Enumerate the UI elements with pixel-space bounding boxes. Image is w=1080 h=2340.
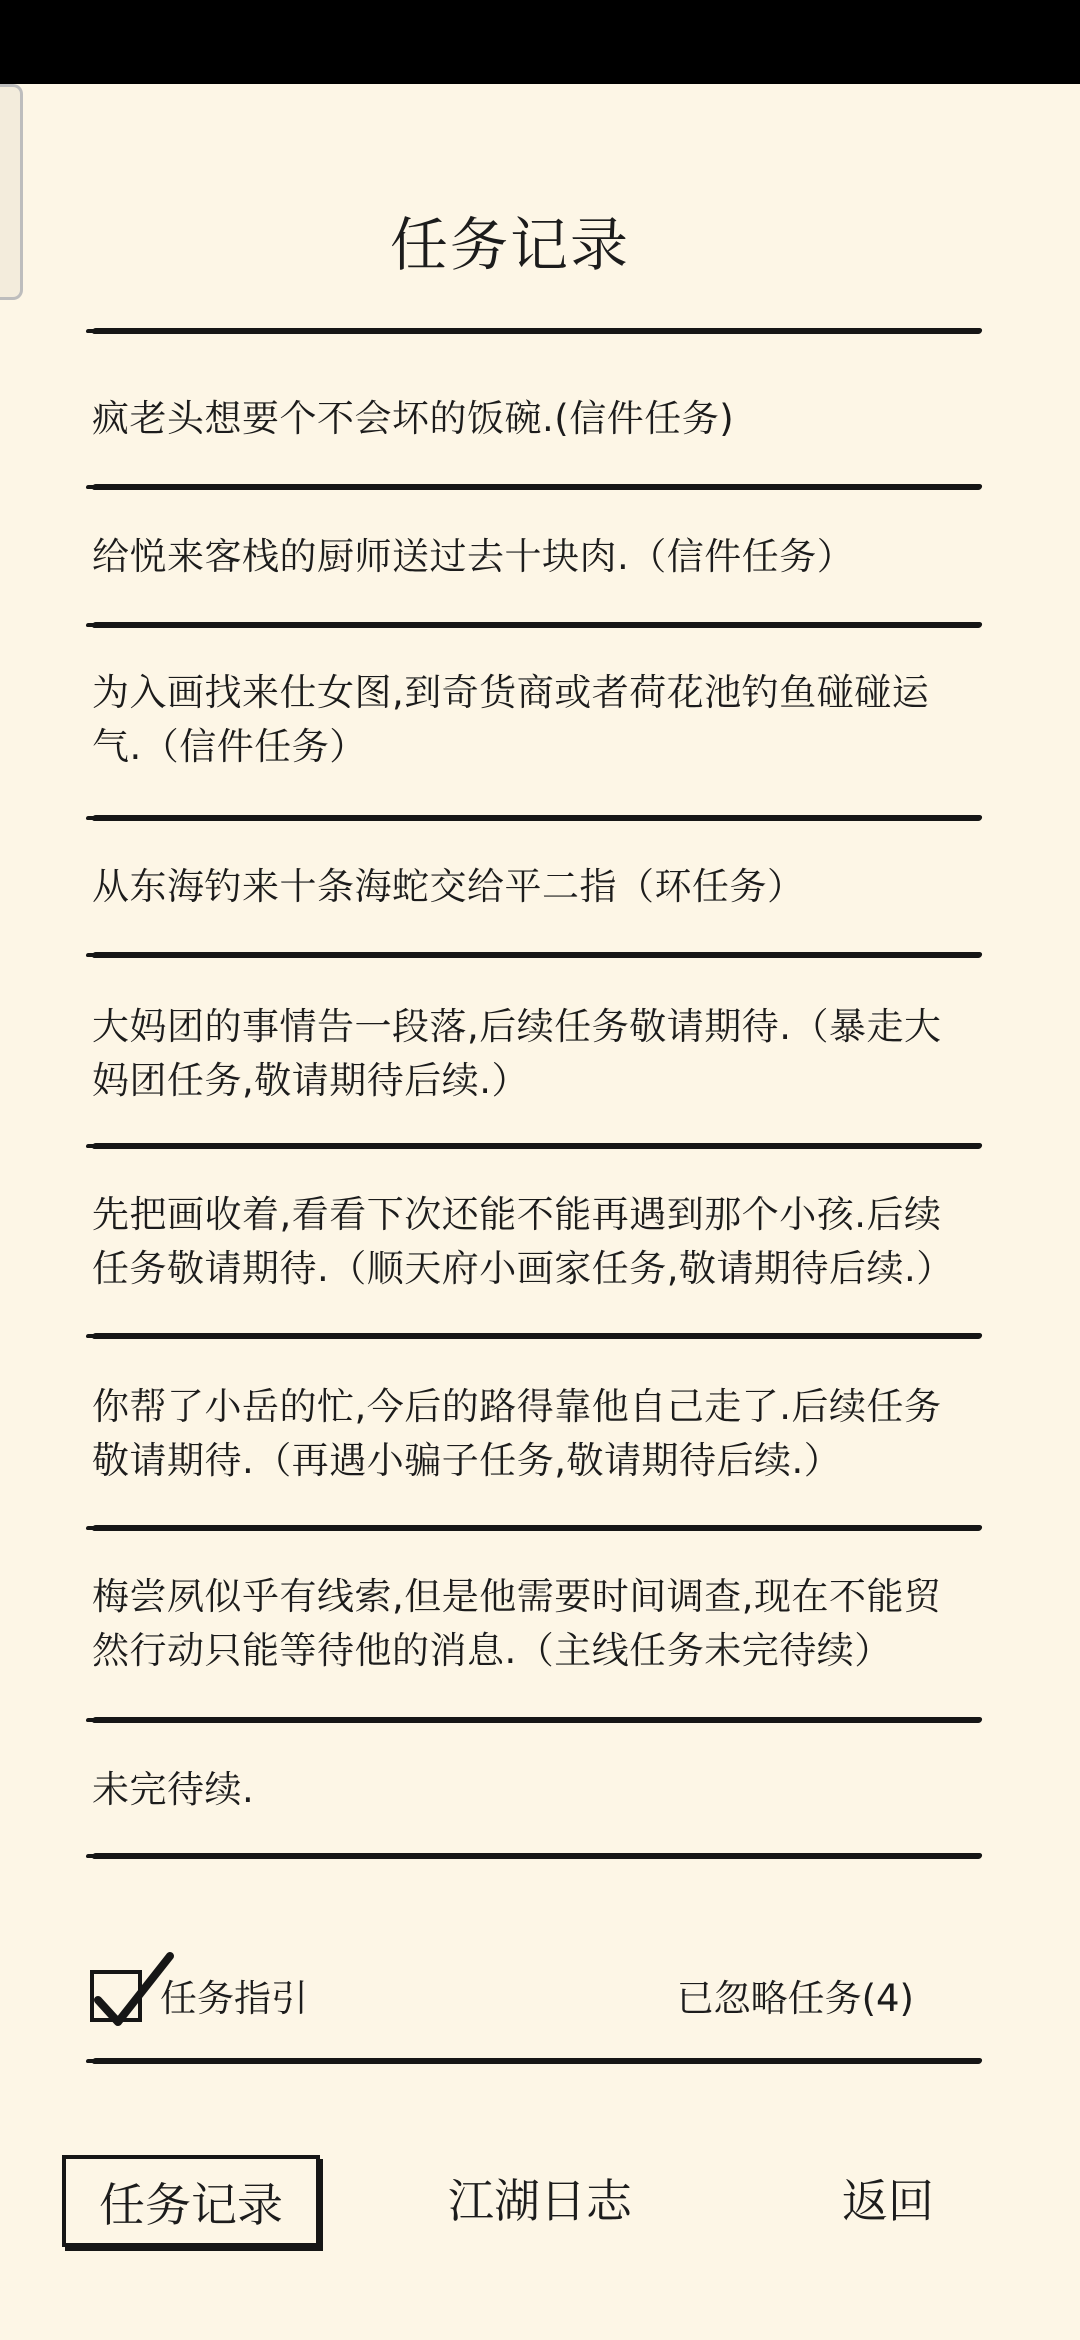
task-entry[interactable]: 从东海钓来十条海蛇交给平二指（环任务）: [92, 865, 805, 908]
tab-jianghu-journal[interactable]: 江湖日志: [448, 2174, 632, 2228]
task-entry[interactable]: 你帮了小岳的忙,今后的路得靠他自己走了.后续任务敬请期待.（再遇小骗子任务,敬请期待后续.）: [92, 1385, 942, 1482]
divider: [91, 1717, 982, 1723]
divider: [91, 328, 982, 334]
task-guide-row: [84, 1960, 914, 2040]
task-entry[interactable]: 为入画找来仕女图,到奇货商或者荷花池钓鱼碰碰运气.（信件任务）: [92, 671, 930, 768]
task-entry[interactable]: 疯老头想要个不会坏的饭碗.(信件任务): [92, 397, 735, 440]
divider: [91, 2058, 982, 2064]
divider: [91, 1333, 982, 1339]
task-entry[interactable]: 梅尝夙似乎有线索,但是他需要时间调查,现在不能贸然行动只能等待他的消息.（主线任务未完待续）: [92, 1575, 942, 1672]
divider: [91, 1525, 982, 1531]
page-title: 任务记录: [389, 211, 630, 279]
divider: [91, 815, 982, 821]
back-button[interactable]: 返回: [842, 2174, 934, 2228]
task-guide-label[interactable]: 任务指引: [160, 1977, 308, 2020]
task-guide-checkbox[interactable]: [90, 1970, 142, 2022]
task-entry[interactable]: 未完待续.: [92, 1768, 255, 1811]
divider: [91, 1853, 982, 1859]
divider: [91, 622, 982, 628]
divider: [91, 484, 982, 490]
tab-task-records[interactable]: 任务记录: [62, 2155, 320, 2247]
status-bar: [0, 0, 1080, 84]
task-entry[interactable]: 大妈团的事情告一段落,后续任务敬请期待.（暴走大妈团任务,敬请期待后续.）: [92, 1005, 942, 1102]
task-entry[interactable]: 给悦来客栈的厨师送过去十块肉.（信件任务）: [92, 535, 855, 578]
divider: [91, 1143, 982, 1149]
divider: [91, 952, 982, 958]
ignored-tasks-button[interactable]: 已忽略任务(4): [676, 1977, 914, 2020]
task-entry[interactable]: 先把画收着,看看下次还能不能再遇到那个小孩.后续任务敬请期待.（顺天府小画家任务,敬请期待后续.）: [92, 1193, 954, 1290]
